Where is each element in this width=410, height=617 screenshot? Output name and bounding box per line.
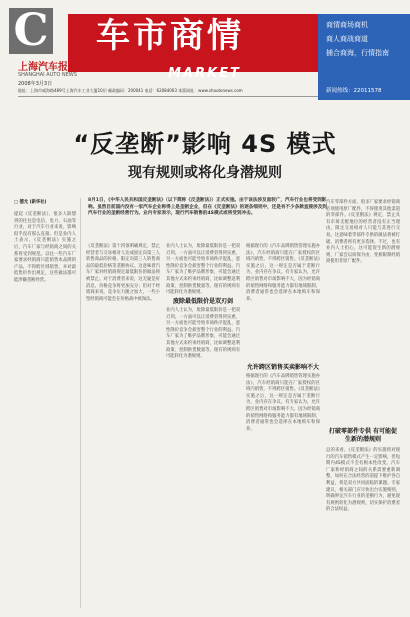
- column-5a-text: 汽车零部件方面，很多厂家要求经销商必须使用原厂配件，不得使用其他渠道的零部件。《反垄断法》规定，禁止具有市场支配地位的经营者没有正当理由，限定交易相对人只能与其进行交易。这意味着零部件专供的做法将被打破，消费者将有更多选择。不过，也有业内人士担心，这可能促生新的潜规则，厂家会以质保为由，变相限制经销商使用非原厂配件。: [326, 200, 400, 265]
- column-3b-text: 业内人士认为，废除最低限价是一把双刃剑。一方面可以让消费者得到实惠，另一方面也可能导致市场秩序混乱，恶性降价竞争会损害整个行业的利益。汽车厂家为了维护品牌形象，可能会通过其他方式来约束经销商，比如调整返利政策、控制供货数量等，现有的规则有可能转化为潜规则。: [166, 308, 240, 360]
- section-letter: C: [9, 8, 53, 54]
- slogan-line-3: 捕合商海，行情指南: [326, 49, 389, 57]
- column-4a-text: 根据现行的《汽车品牌销售管理实施办法》，汽车经销商只能在厂家授权的区域内销售，不得跨区销售。《反垄断法》实施之后，这一规定是否属于垄断行为，业内存在争议。有专家认为，允许跨区销售对市场影响不大，因为经销商的销售网络和服务能力都有地域限制，消费者通常也会选择在本地购车和保养。: [246, 244, 320, 302]
- section-title: 车市商情: [96, 16, 244, 56]
- author-byline: □ 德尤 (新华社): [14, 200, 47, 205]
- column-5b-text: 总的来看，《反垄断法》的实施将对现行的汽车销售模式产生一定影响，但短期内4S模式不会有根本性改变。汽车厂家和经销商之间的关系需要重新调整，如何在合法经营的前提下维护各自利益，将是双方共同面临的课题。专家建议，相关部门应尽快出台实施细则，明确界定汽车行业的垄断行为，避免现有规则转化为潜规则，切实保护消费者的合法权益。: [326, 448, 400, 513]
- market-label: MARKET: [168, 66, 241, 81]
- column-3a-text: 业内人士认为，废除最低限价是一把双刃剑。一方面可以让消费者得到实惠，另一方面也可能导致市场秩序混乱，恶性降价竞争会损害整个行业的利益。汽车厂家为了维护品牌形象，可能会通过其他方式来约束经销商，比如调整返利政策、控制供货数量等，现有的规则有可能转化为潜规则。: [166, 244, 240, 296]
- slogan-line-2: 商人商战商道: [326, 35, 368, 43]
- column-2-text: 《反垄断法》第十四条明确规定，禁止经营者与交易相对人达成固定向第三人转售商品的价格、限定向第三人转售商品的最低价格等垄断协议。这意味着汽车厂家对经销商规定最低限价的做法将被禁止。对于消费者来说，这无疑是好消息，价格竞争将更加充分；但对于经销商来说，竞争压力随之加大，一些小型经销商可能会在价格战中被淘汰。: [86, 244, 160, 302]
- address-line: 地址：上海市威海路489号上海汽车工业大厦10层 邮政编码：200041 电话：62084003 本版网址：www.shautonews.com: [18, 88, 318, 97]
- article-subhead: 现有规则或将化身潜规则: [128, 165, 282, 181]
- column-divider: [80, 198, 81, 608]
- column-4b-text: 根据现行的《汽车品牌销售管理实施办法》，汽车经销商只能在厂家授权的区域内销售，不得跨区销售。《反垄断法》实施之后，这一规定是否属于垄断行为，业内存在争议。有专家认为，允许跨区销售对市场影响不大，因为经销商的销售网络和服务能力都有地域限制，消费者通常也会选择在本地购车和保养。: [246, 374, 320, 432]
- article-lead: 8月1日，《中华人民共和国反垄断法》（以下简称《反垄断法》）正式实施。由于该法涉及面较广，汽车行业也将受到影响。虽然目前国内没有一家汽车企业称得上是垄断企业，但在《反垄断法》的逐条细则中，还是有不少条款直接涉及到汽车行业的垄断经营行为。业内专家表示，现行汽车销售的4S模式或将受到冲击。: [88, 198, 327, 217]
- section-heading-2: 允许跨区销售买卖影响不大: [246, 364, 319, 371]
- paper-logo-sub: SHANGHAI AUTO NEWS: [18, 72, 77, 78]
- news-hotline: 新闻热线：22011578: [326, 88, 382, 94]
- article-headline: “反垄断”影响 4S 模式: [73, 130, 337, 158]
- masthead: [0, 0, 410, 124]
- section-heading-3: 打破零部件专供 有可能促生新的潜规则: [328, 428, 398, 443]
- issue-date: 2008年3月3日: [18, 81, 53, 87]
- slogan-line-1: 商情商场商机: [326, 21, 368, 29]
- section-heading-1: 废除最低限价是双刃剑: [172, 298, 233, 305]
- paper-logo: 上海汽车报: [18, 62, 68, 73]
- column-1-text: 提起《反垄断法》，很多人联想到的往往是电信、电力、石油等行业，对于汽车行业来说，影响似乎没有那么直接。但是业内人士表示，《反垄断法》实施之后，汽车厂家与经销商之间的关系将受到规范。以往一些汽车厂家要求经销商只能销售本品牌的产品，不得跨区域销售，并对最低售价作出规定，这些做法都可能涉嫌垄断经营。: [14, 212, 76, 283]
